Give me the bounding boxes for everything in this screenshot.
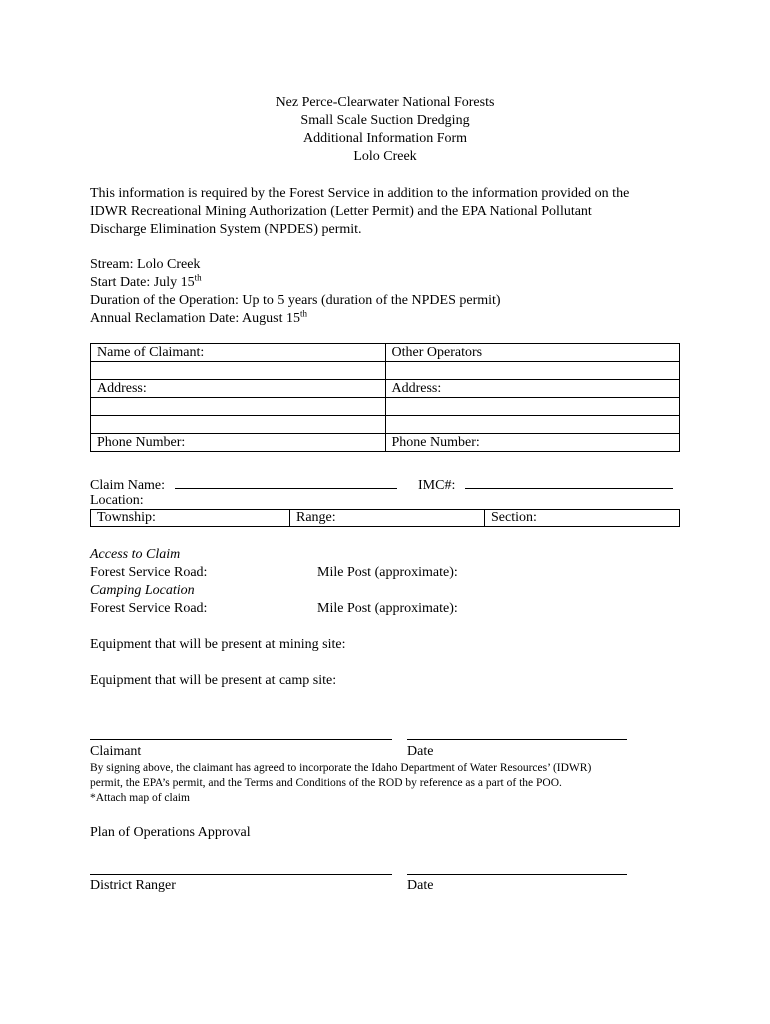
camp-equipment-label: Equipment that will be present at camp site:: [90, 673, 337, 688]
claimant-name-cell[interactable]: Name of Claimant:: [91, 344, 386, 362]
imc-row: [418, 474, 673, 495]
camping-road-label: Forest Service Road:: [90, 601, 208, 616]
form-header-title: Additional Information Form: [302, 131, 468, 146]
access-road-label: Forest Service Road:: [90, 565, 208, 580]
camping-milepost-label: Mile Post (approximate):: [317, 601, 458, 616]
operator-phone-cell[interactable]: Phone Number:: [385, 434, 680, 452]
claimant-address-cell[interactable]: Address:: [91, 380, 386, 398]
ranger-date-line[interactable]: [407, 874, 627, 875]
claim-name-label: Claim Name:: [90, 478, 166, 493]
intro-line-1: This information is required by the Forest Service in addition to the information provided on the: [90, 186, 630, 201]
intro-line-2: IDWR Recreational Mining Authorization (Letter Permit) and the EPA National Pollutant: [90, 204, 592, 219]
township-cell[interactable]: Township:: [91, 510, 290, 527]
claimant-info-table: [90, 343, 680, 452]
table-row: [91, 362, 680, 380]
other-operators-cell[interactable]: Other Operators: [385, 344, 680, 362]
range-cell[interactable]: Range:: [290, 510, 485, 527]
start-date-suffix: th: [194, 272, 202, 283]
access-heading: Access to Claim: [90, 547, 181, 562]
form-header-subject: Small Scale Suction Dredging: [300, 113, 470, 128]
mining-equipment-label: Equipment that will be present at mining site:: [90, 637, 346, 652]
claimant-name-entry-cell[interactable]: [91, 362, 386, 380]
imc-label: IMC#:: [418, 478, 456, 493]
reclamation-date-line: [90, 310, 307, 328]
imc-number-field[interactable]: [465, 474, 673, 489]
approval-heading: Plan of Operations Approval: [90, 825, 251, 840]
table-row: [91, 344, 680, 362]
form-header-agency: Nez Perce-Clearwater National Forests: [275, 95, 495, 110]
other-operators-entry-cell[interactable]: [385, 362, 680, 380]
section-cell[interactable]: Section:: [485, 510, 680, 527]
signing-note-line-1: By signing above, the claimant has agreed to incorporate the Idaho Department of Water Resources’ (IDWR): [90, 762, 592, 774]
stream-line: Stream: Lolo Creek: [90, 257, 201, 272]
claimant-date-label: Date: [407, 744, 434, 759]
claim-name-field[interactable]: [175, 474, 397, 489]
access-milepost-label: Mile Post (approximate):: [317, 565, 458, 580]
location-table: [90, 509, 680, 527]
table-row: [91, 398, 680, 416]
signing-note-line-2: permit, the EPA’s permit, and the Terms and Conditions of the ROD by reference as a part of the POO.: [90, 777, 562, 789]
attach-map-note: *Attach map of claim: [90, 792, 190, 804]
camping-heading: Camping Location: [90, 583, 195, 598]
claimant-signature-line[interactable]: [90, 739, 392, 740]
form-header-location: Lolo Creek: [353, 149, 417, 164]
table-row: [91, 434, 680, 452]
district-ranger-label: District Ranger: [90, 878, 176, 893]
operator-address-entry-cell-2[interactable]: [385, 416, 680, 434]
claimant-address-entry-cell-2[interactable]: [91, 416, 386, 434]
reclamation-date-suffix: th: [299, 308, 307, 319]
table-row: [91, 380, 680, 398]
table-row: [91, 416, 680, 434]
ranger-signature-line[interactable]: [90, 874, 392, 875]
operator-address-entry-cell-1[interactable]: [385, 398, 680, 416]
operator-address-cell[interactable]: Address:: [385, 380, 680, 398]
claimant-label: Claimant: [90, 744, 142, 759]
claimant-phone-cell[interactable]: Phone Number:: [91, 434, 386, 452]
intro-line-3: Discharge Elimination System (NPDES) permit.: [90, 222, 362, 237]
ranger-date-label: Date: [407, 878, 434, 893]
start-date-text: Start Date: July 15: [90, 275, 195, 290]
location-label: Location:: [90, 493, 144, 508]
claimant-date-line[interactable]: [407, 739, 627, 740]
start-date-line: [90, 274, 202, 292]
table-row: [91, 510, 680, 527]
reclamation-date-text: Annual Reclamation Date: August 15: [90, 311, 300, 326]
duration-line: Duration of the Operation: Up to 5 years (duration of the NPDES permit): [90, 293, 501, 308]
claimant-address-entry-cell-1[interactable]: [91, 398, 386, 416]
